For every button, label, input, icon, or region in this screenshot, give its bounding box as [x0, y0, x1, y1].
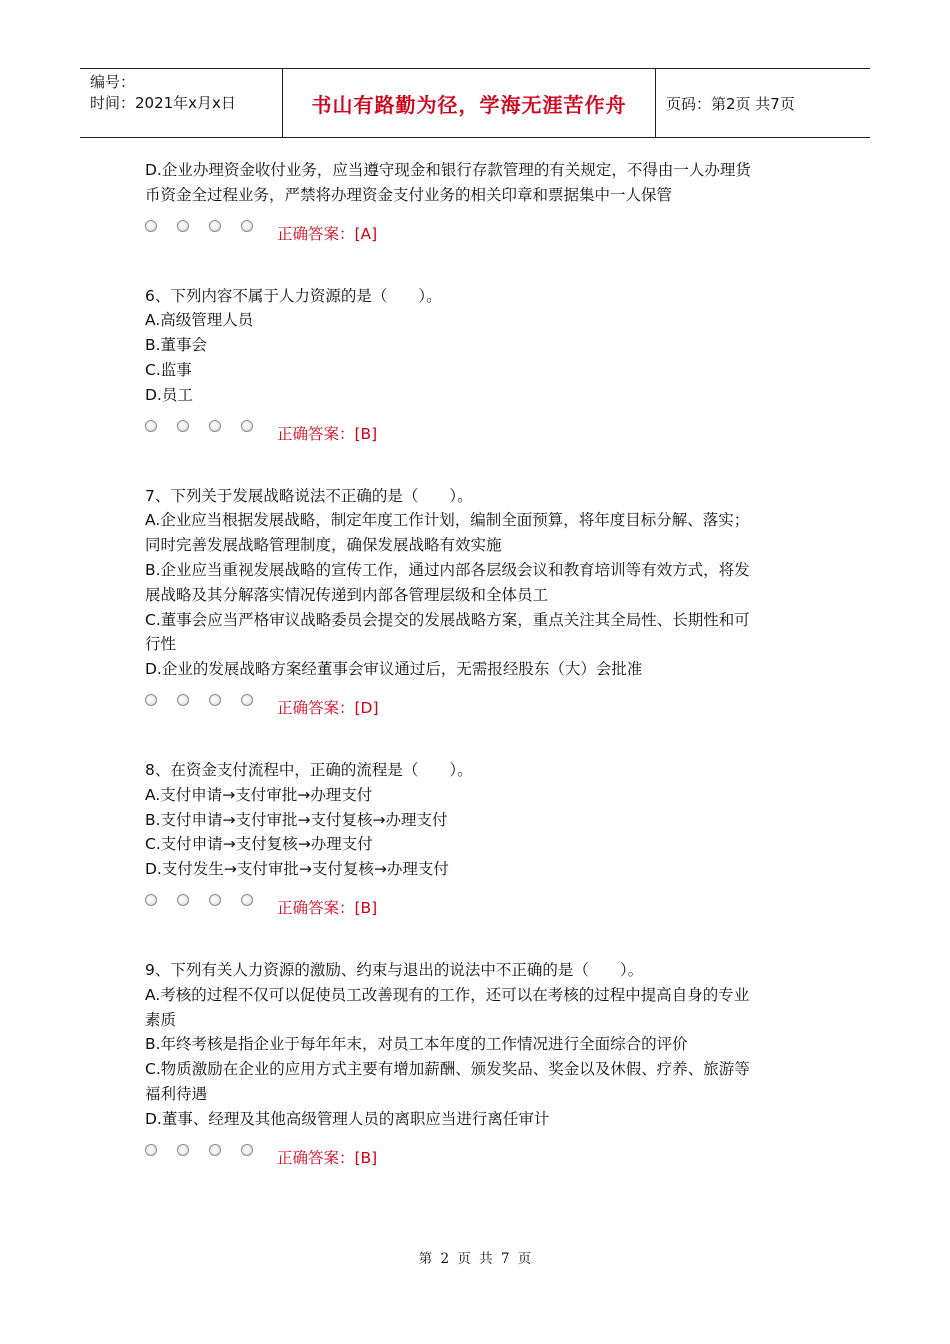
correct-answer: 正确答案：[D] — [277, 698, 379, 717]
radio-group — [145, 684, 805, 716]
radio-option-c[interactable] — [209, 894, 221, 906]
radio-option-a[interactable] — [145, 420, 157, 432]
radio-option-b[interactable] — [177, 694, 189, 706]
radio-option-b[interactable] — [177, 1144, 189, 1156]
question-line: B.年终考核是指企业于每年年末，对员工本年度的工作情况进行全面综合的评价 — [145, 1035, 688, 1054]
radio-option-b[interactable] — [177, 894, 189, 906]
question-line: D.支付发生→支付审批→支付复核→办理支付 — [145, 860, 449, 879]
question-block-prev — [145, 158, 805, 242]
radio-option-a[interactable] — [145, 220, 157, 232]
question-spacer — [145, 716, 805, 758]
header-page-info: 页码：第2页 共7页 — [666, 94, 795, 113]
radio-option-d[interactable] — [241, 1144, 253, 1156]
question-block — [145, 484, 805, 716]
header-meta — [80, 69, 282, 137]
question-line: 素质 — [145, 1010, 177, 1029]
radio-group — [145, 410, 805, 442]
question-stem: 6、下列内容不属于人力资源的是（ ）。 — [145, 286, 442, 305]
question-line: C.董事会应当严格审议战略委员会提交的发展战略方案，重点关注其全局性、长期性和可 — [145, 610, 750, 629]
correct-answer: 正确答案：[B] — [277, 898, 378, 917]
question-line: A.支付申请→支付审批→办理支付 — [145, 785, 373, 804]
question-spacer — [145, 916, 805, 958]
radio-option-c[interactable] — [209, 694, 221, 706]
radio-option-a[interactable] — [145, 694, 157, 706]
question-line: B.支付申请→支付审批→支付复核→办理支付 — [145, 810, 448, 829]
header-motto: 书山有路勤为径，学海无涯苦作舟 — [282, 69, 656, 137]
radio-option-c[interactable] — [209, 1144, 221, 1156]
question-line: A.高级管理人员 — [145, 311, 254, 330]
question-line: A.企业应当根据发展战略，制定年度工作计划，编制全面预算，将年度目标分解、落实； — [145, 511, 750, 530]
time-label: 时间：2021年x月x日 — [90, 94, 236, 112]
radio-option-d[interactable] — [241, 694, 253, 706]
question-line: D.董事、经理及其他高级管理人员的离职应当进行离任审计 — [145, 1109, 550, 1128]
option-d-line: D.企业办理资金收付业务，应当遵守现金和银行存款管理的有关规定，不得由一人办理货 — [145, 161, 751, 179]
question-stem: 7、下列关于发展战略说法不正确的是（ ）。 — [145, 486, 473, 505]
question-line: 展战略及其分解落实情况传递到内部各管理层级和全体员工 — [145, 585, 549, 604]
option-d-line: 币资金全过程业务，严禁将办理资金支付业务的相关印章和票据集中一人保管 — [145, 185, 673, 204]
correct-answer: 正确答案：[B] — [277, 1148, 378, 1167]
question-line: 福利待遇 — [145, 1084, 208, 1103]
radio-option-d[interactable] — [241, 420, 253, 432]
question-list — [145, 158, 805, 1166]
page-footer: 第 2 页 共 7 页 — [418, 1251, 532, 1267]
radio-option-c[interactable] — [209, 420, 221, 432]
question-block — [145, 284, 805, 442]
question-block — [145, 958, 805, 1166]
question-line: C.监事 — [145, 360, 192, 379]
radio-group — [145, 884, 805, 916]
radio-option-d[interactable] — [241, 220, 253, 232]
radio-group — [145, 210, 805, 242]
question-stem: 9、下列有关人力资源的激励、约束与退出的说法中不正确的是（ ）。 — [145, 960, 644, 979]
question-line: D.企业的发展战略方案经董事会审议通过后，无需报经股东（大）会批准 — [145, 660, 643, 679]
page-header — [80, 68, 870, 138]
question-line: C.支付申请→支付复核→办理支付 — [145, 835, 373, 854]
question-line: 同时完善发展战略管理制度，确保发展战略有效实施 — [145, 536, 502, 555]
radio-option-a[interactable] — [145, 1144, 157, 1156]
correct-answer: 正确答案：[A] — [277, 224, 378, 243]
radio-option-c[interactable] — [209, 220, 221, 232]
question-line: B.董事会 — [145, 336, 208, 355]
radio-option-b[interactable] — [177, 420, 189, 432]
radio-option-d[interactable] — [241, 894, 253, 906]
question-block — [145, 758, 805, 916]
question-line: 行性 — [145, 635, 177, 654]
number-label: 编号： — [90, 73, 136, 91]
radio-option-a[interactable] — [145, 894, 157, 906]
question-spacer — [145, 442, 805, 484]
question-line: B.企业应当重视发展战略的宣传工作，通过内部各层级会议和教育培训等有效方式，将发 — [145, 560, 750, 579]
correct-answer: 正确答案：[B] — [277, 424, 378, 443]
question-line: C.物质激励在企业的应用方式主要有增加薪酬、颁发奖品、奖金以及休假、疗养、旅游等 — [145, 1060, 750, 1079]
question-stem: 8、在资金支付流程中，正确的流程是（ ）。 — [145, 760, 473, 779]
question-line: D.员工 — [145, 385, 193, 404]
radio-group — [145, 1134, 805, 1166]
question-line: A.考核的过程不仅可以促使员工改善现有的工作，还可以在考核的过程中提高自身的专业 — [145, 985, 750, 1004]
radio-option-b[interactable] — [177, 220, 189, 232]
question-spacer — [145, 242, 805, 284]
